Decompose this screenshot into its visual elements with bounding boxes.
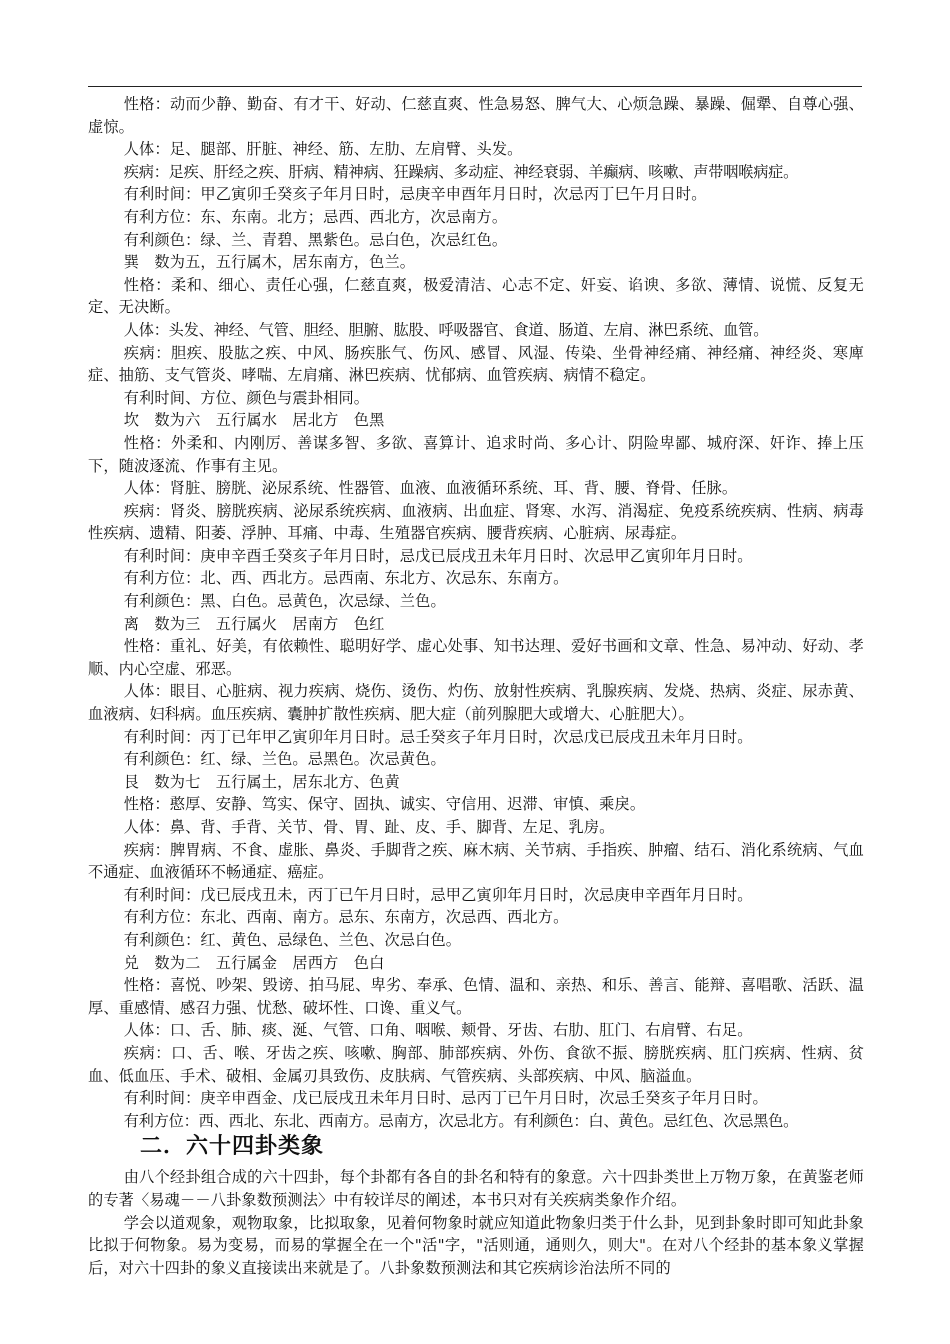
paragraph: 人体：足、腿部、肝脏、神经、筋、左肋、左肩臂、头发。 [123,140,523,159]
paragraph: 人体：头发、神经、气管、胆经、胆腑、肱股、呼吸器官、食道、肠道、左肩、淋巴系统、血管。 [123,320,769,339]
paragraph: 有利颜色：红、黄色、忌绿色、兰色、次忌白色。 [123,930,462,949]
trigram-heading-gen: 艮 数为七 五行属土，居东北方、色黄 [123,772,400,791]
paragraph: 有利时间：甲乙寅卯壬癸亥子年月日时，忌庚辛申酉年月日时，次忌丙丁巳午月日时。 [123,185,707,204]
paragraph: 有利颜色：红、绿、兰色。忌黑色。次忌黄色。 [123,750,446,769]
section-paragraph: 由八个经卦组合成的六十四卦，每个卦都有各自的卦名和特有的象意。六十四卦类世上万物万象，在黄鉴老师的专著〈易魂－－八卦象数预测法〉中有较详尽的阐述，本书只对有关疾病类象作介绍。 [88,1168,864,1209]
paragraph: 有利颜色：黑、白色。忌黄色，次忌绿、兰色。 [123,592,446,611]
header-rule [88,86,862,87]
paragraph: 有利方位：北、西、西北方。忌西南、东北方、次忌东、东南方。 [123,569,569,588]
paragraph: 疾病：脾胃病、不食、虚胀、鼻炎、手脚背之疾、麻木病、关节病、手指疾、肿瘤、结石、消化系统病、气血不通症、血液循环不畅通症、癌症。 [88,840,864,882]
paragraph: 人体：肾脏、膀胱、泌尿系统、性器管、血液、血液循环系统、耳、背、腰、脊骨、任脉。 [123,479,738,498]
section-heading-wrap [88,1132,864,1160]
paragraph: 有利时间：庚申辛酉壬癸亥子年月日时，忌戊已辰戌丑未年月日时、次忌甲乙寅卯年月日时。 [123,546,753,565]
paragraph: 人体：鼻、背、手背、关节、骨、胃、趾、皮、手、脚背、左足、乳房。 [123,818,615,836]
paragraph: 有利方位：东北、西南、南方。忌东、东南方，次忌西、西北方。 [123,908,569,927]
paragraph: 性格：喜悦、吵架、毁谤、拍马屁、卑劣、奉承、色情、温和、亲热、和乐、善言、能辩、喜唱歌、活跃、温厚、重感情、感召力强、忧愁、破坏性、口谗、重义气。 [88,976,864,1017]
trigram-heading-kan: 坎 数为六 五行属水 居北方 色黑 [123,411,385,430]
section-paragraph: 学会以道观象，观物取象，比拟取象，见着何物象时就应知道此物象归类于什么卦，见到卦象时即可知此卦象比拟于何物象。易为变易，而易的掌握全在一个"活"字，"活则通，通则久，则大"。在对八个经卦的基本象义掌握后，对六十四卦的象义直接读出来就是了。八卦象数预测法和其它疾病诊治法所不同的 [88,1213,864,1277]
paragraph: 有利颜色：绿、兰、青碧、黑紫色。忌白色，次忌红色。 [123,230,508,249]
paragraph: 性格：外柔和、内刚厉、善谋多智、多欲、喜算计、追求时尚、多心计、阴险卑鄙、城府深、奸诈、捧上压下，随波逐流、作事有主见。 [88,433,864,475]
paragraph: 性格：动而少静、勤奋、有才干、好动、仁慈直爽、性急易怒、脾气大、心烦急躁、暴躁、倔犟、自尊心强、虚惊。 [88,95,864,136]
paragraph: 有利时间：庚辛申酉金、戊已辰戌丑未年月日时、忌丙丁已午月日时，次忌壬癸亥子年月日时。 [123,1089,768,1108]
trigram-heading-li: 离 数为三 五行属火 居南方 色红 [123,614,385,633]
paragraph: 性格：憨厚、安静、笃实、保守、固执、诚实、守信用、迟滞、审慎、乘戾。 [123,795,646,814]
paragraph: 疾病：肾炎、膀胱疾病、泌尿系统疾病、血液病、出血症、肾寒、水泻、消渴症、免疫系统疾病、性病、病毒性疾病、遗精、阳萎、浮肿、耳痛、中毒、生殖器官疾病、腰背疾病、心脏病、尿毒症。 [88,501,864,543]
paragraph: 有利时间：戊已辰戌丑未，丙丁已午月日时，忌甲乙寅卯年月日时，次忌庚申辛酉年月日时。 [123,885,753,904]
paragraph: 疾病：口、舌、喉、牙齿之疾、咳嗽、胸部、肺部疾病、外伤、食欲不振、膀胱疾病、肛门疾病、性病、贫血、低血压、手术、破相、金属刃具致伤、皮肤病、气管疾病、头部疾病、中风、脑溢血。 [88,1043,864,1085]
paragraph: 有利方位：东、东南。北方；忌西、西北方，次忌南方。 [123,207,508,226]
section-title: 二．六十四卦类象 [140,1133,325,1160]
paragraph: 人体：眼目、心脏病、视力疾病、烧伤、烫伤、灼伤、放射性疾病、乳腺疾病、发烧、热病、炎症、尿赤黄、血液病、妇科病。血压疾病、囊肿扩散性疾病、肥大症（前列腺肥大或增大、心脏肥大）。 [88,682,864,724]
paragraph: 性格：柔和、细心、责任心强，仁慈直爽，极爱清洁、心志不定、奸妄、谄谀、多欲、薄情、说慌、反复无定、无决断。 [88,275,864,317]
paragraph: 人体：口、舌、肺、痰、涎、气管、口角、咽喉、颊骨、牙齿、右肋、肛门、右肩臂、右足。 [123,1021,753,1040]
trigram-heading-dui: 兑 数为二 五行属金 居西方 色白 [123,953,385,972]
paragraph: 疾病：足疾、肝经之疾、肝病、精神病、狂躁病、多动症、神经衰弱、羊癫病、咳嗽、声带咽喉病症。 [123,162,799,181]
paragraph: 有利时间：丙丁已年甲乙寅卯年月日时。忌壬癸亥子年月日时，次忌戊已辰戌丑未年月日时。 [123,727,753,746]
paragraph: 疾病：胆疾、股肱之疾、中风、肠疾胀气、伤风、感冒、风湿、传染、坐骨神经痛、神经痛、神经炎、寒庳症、抽筋、支气管炎、哮喘、左肩痛、淋巴疾病、忧郁病、血管疾病、病情不稳定。 [88,343,864,385]
trigram-heading-xun: 巽 数为五，五行属木，居东南方，色兰。 [123,253,416,272]
paragraph: 有利方位：西、西北、东北、西南方。忌南方，次忌北方。有利颜色：白、黄色。忌红色、次忌黑色。 [123,1111,799,1130]
paragraph: 性格：重礼、好美，有依赖性、聪明好学、虚心处事、知书达理、爱好书画和文章、性急、易冲动、好动、孝顺、内心空虚、邪恶。 [88,637,864,678]
paragraph: 有利时间、方位、颜色与震卦相同。 [123,388,370,407]
document-page [88,93,864,1279]
